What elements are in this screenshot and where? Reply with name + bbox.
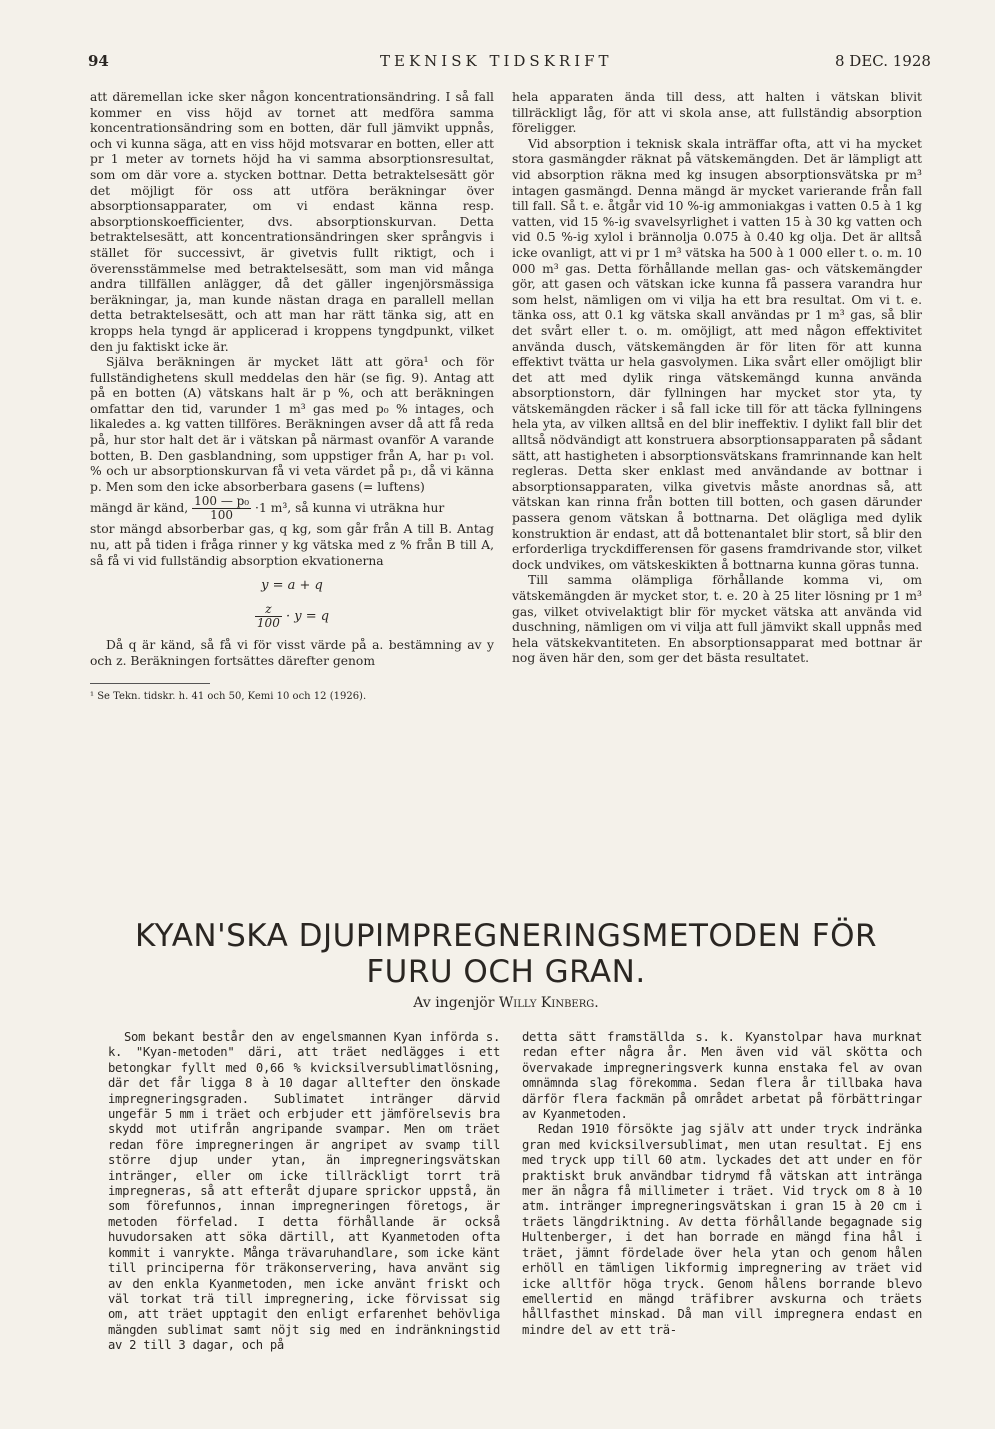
fraction: $\frac{z}{100}$ — [256, 602, 280, 631]
paragraph: Till samma olämpliga förhållande komma vi, om vätskemängden är mycket stor, t. e. 20 à 25 liter lösning pr 1 m³ gas, vilket otvivelaktigt blir för mycket vätska att använda vid duschning, nämligen om vi vilja att full jämvikt skall uppnås med hela vätskekvantiteten. En absorptionsapparat med bottnar är nog även här den, som ger det bästa resultatet. — [512, 573, 922, 666]
paragraph: Själva beräkningen är mycket lätt att göra¹ och för fullständighetens skull meddelas den här (se fig. 9). Antag att på en botten (A) vätskans halt är p %, och att beräkningen omfattar den tid, varunder 1 m³ gas med p₀ % intages, och likaledes a. kg vatten tillföres. Beräkningen avser då att få reda på, hur stor halt det är i vätskan på närmast ovanför A varande botten, B. Den gasblandning, som uppstiger från A, har p₁ vol. % och ur absorptionskurvan få vi veta värdet på p₁, då vi känna p. Men som den icke absorberbara gasens (= luftens) — [90, 355, 494, 494]
paragraph: Då q är känd, så få vi för visst värde på a. bestämning av y och z. Beräkningen fortsättes därefter genom — [90, 638, 494, 668]
article-author: Av ingenjör Willy Kinberg. — [413, 995, 599, 1011]
right-column — [512, 90, 922, 667]
footnote: ¹ Se Tekn. tidskr. h. 41 och 50, Kemi 10 och 12 (1926). — [90, 691, 367, 703]
fraction: $\frac{\text{100 — p₀}}{100}$ — [194, 494, 250, 523]
paragraph: stor mängd absorberbar gas, q kg, som går från A till B. Antag nu, att på tiden i fråga rinner y kg vätska med z % från B till A, så få vi vid fullständig absorption ekvationerna — [90, 522, 494, 568]
paragraph: Som bekant består den av engelsmannen Kyan införda s. k. "Kyan-metoden" däri, att träet nedlägges i ett betongkar fyllt med 0,66 % kvicksilversublimatlösning, där det får ligga 8 à 10 dagar alltefter den önskade impregneringsgraden. Sublimatet intränger därvid ungefär 5 mm i träet och erbjuder ett jämförelsevis bra skydd mot utifrån angripande svampar. Men om träet redan före impregneringen är angripet av svamp till större djup under ytan, än impregneringsvätskan intränger, eller om icke tillräckligt torrt trä impregneras, så att efteråt djupare sprickor uppstå, än som förefunnos, innan impregneringen företogs, är metoden förfelad. I detta förhållande är också huvudorsaken att söka därtill, att Kyanmetoden ofta kommit i vanrykte. Många trävaruhandlare, som icke känt till principerna för träkonservering, hava använt sig av den enkla Kyanmetoden, men icke använt friskt och väl torkat trä till impregnering, icke förvissat sig om, att träet upptagit den enligt erfarenhet behövliga mängden sublimat samt nöjt sig med en indränkningstid av 2 till 3 dagar, och på — [108, 1030, 500, 1353]
equation-2: $\frac{z}{100}$ · y = q — [256, 602, 330, 631]
article-left-column — [108, 1030, 500, 1354]
left-column — [90, 90, 494, 703]
paragraph: hela apparaten ända till dess, att halten i vätskan blivit tillräckligt låg, för att vi skola anse, att fullständig absorption föreligger. — [512, 90, 922, 136]
footnote-divider — [90, 683, 210, 684]
paragraph: att däremellan icke sker någon koncentrationsändring. I så fall kommer en viss höjd av tornet att medföra samma koncentrationsändring som en botten, där full jämvikt uppnås, och vi kunna säga, att en viss höjd motsvarar en botten, eller att pr 1 meter av tornets höjd ha vi samma absorptionsresultat, som om där vore a. stycken bottnar. Detta betraktelsesätt gör det möjligt för oss att utföra beräkningar över absorptionsapparater, om vi endast känna resp. absorptionskoefficienter, dvs. absorptionskurvan. Detta betraktelsesätt, att koncentrationsändringen sker språngvis i stället för successivt, är givetvis fullt riktigt, och i överensstämmelse med betraktelsesätt, som man vid många andra tillfällen anlägger, då det gäller ingenjörsmässiga beräkningar, ja, man kunde nästan draga en parallell mellan detta betraktelsesätt, och att man har rätt tänka sig, att en kropps hela tyngd är applicerad i kroppens tyngdpunkt, vilket den ju faktiskt icke är. — [90, 90, 494, 354]
paragraph: detta sätt framställda s. k. Kyanstolpar hava murknat redan efter några år. Men även vid väl skötta och övervakade impregneringsverk kunna enstaka fel av ovan omnämnda slag förekomma. Sedan flera år tillbaka hava därför flera fackmän på området arbetat på förbättringar av Kyanmetoden. — [522, 1030, 922, 1122]
paragraph-with-fraction: mängd är känd, $\frac{\text{100 — p₀}}{100}$ ·1 m³, så kunna vi uträkna hur — [90, 494, 445, 523]
article-title: KYAN'SKA DJUPIMPREGNERINGSMETODEN FÖR FURU OCH GRAN. — [134, 918, 878, 990]
paragraph: Vid absorption i teknisk skala inträffar ofta, att vi ha mycket stora gasmängder räknat på vätskemängden. Det är lämpligt att vid absorption räkna med kg insugen absorptionsvätska pr m³ intagen gasmängd. Denna mängd är mycket varierande från fall till fall. Så t. e. åtgår vid 10 %-ig ammoniakgas i vatten 0.5 à 1 kg vatten, vid 15 %-ig svavelsyrlighet i vatten 15 à 30 kg vatten och vid 0.5 %-ig xylol i brännolja 0.075 à 0.40 kg olja. Det är alltså icke ovanligt, att vi pr 1 m³ vätska ha 500 à 1 000 eller t. o. m. 10 000 m³ gas. Detta förhållande mellan gas- och vätskemängder gör, att gasen och vätskan icke kunna få passera varandra hur som helst, nämligen om vi vilja ha ett bra resultat. Om vi t. e. tänka oss, att 0.1 kg vätska skall användas pr 1 m³ gas, så blir det svårt eller t. o. m. omöjligt, att med någon effektivitet använda dusch, vätskemängden är för liten för att kunna effektivt tvätta ur hela gasvolymen. Lika svårt eller omöjligt blir det att med dylik ringa vätskemängd kunna använda absorptionstorn, där fyllningen har mycket stor yta, ty vätskemängden räcker i så fall icke till för att täcka fyllningens hela yta, av vilken alltså en del blir ineffektiv. I dylikt fall blir det alltså nödvändigt att konstruera absorptionsapparaten på sådant sätt, att hastigheten i absorptionsvätskans framrinnande kan helt regleras. Detta sker enklast med användande av bottnar i absorptionsapparaten, vilka givetvis måste anordnas så, att vätskan kan rinna från botten till botten, och gasen därunder passera genom vätskan å bottnarna. Det olägliga med dylik konstruktion är endast, att då bottenantalet blir stort, så blir den erforderliga tryckdifferensen för gasens framdrivande stor, vilket dock undvikes, om vätskeskikten å bottnarna kunna göras tunna. — [512, 136, 922, 572]
page-number: 94 — [88, 52, 109, 70]
equation-1: y = a + q — [261, 578, 323, 594]
issue-date: 8 DEC. 1928 — [835, 52, 931, 70]
paragraph: Redan 1910 försökte jag själv att under tryck indränka gran med kvicksilversublimat, men utan resultat. Ej ens med tryck upp till 60 atm. lyckades det att under en för praktiskt bruk användbar tidrymd få vätskan att intränga mer än några få millimeter i träet. Vid tryck om 8 à 10 atm. intränger impregneringsvätskan i gran 15 à 20 cm i träets längdriktning. Av detta förhållande begagnade sig Hultenberger, i det han borrade en mängd fina hål i träet, jämnt fördelade över hela ytan och genom hålen erhöll en tämligen likformig impregnering av träet vid icke alltför höga tryck. Genom hålens borrande blevo emellertid en mängd träfibrer avskurna och träets hållfasthet minskad. Då man vill impregnera endast en mindre del av ett trä- — [522, 1122, 922, 1337]
journal-title: TEKNISK TIDSKRIFT — [380, 52, 613, 70]
article-right-column — [522, 1030, 922, 1338]
